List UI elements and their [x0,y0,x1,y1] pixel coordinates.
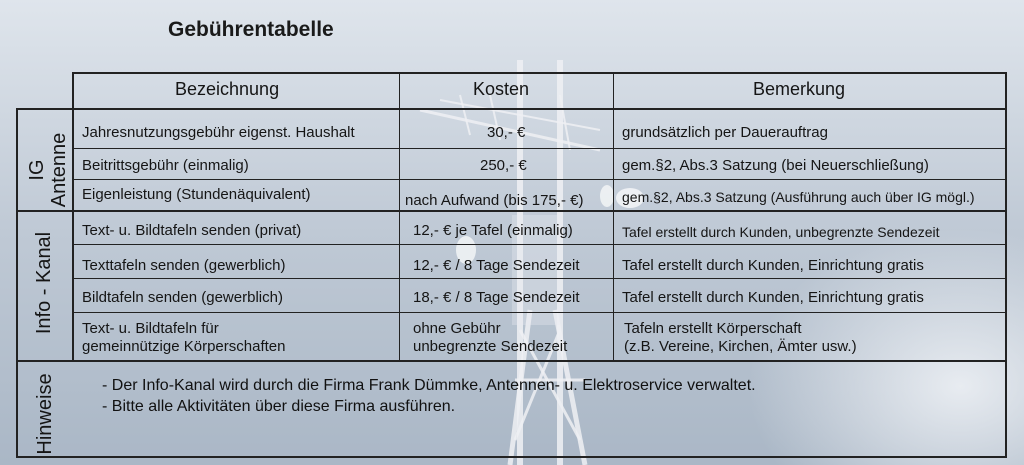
note-line-1: - Der Info-Kanal wird durch die Firma Frank Dümmke, Antennen- u. Elektroservice verwaltet. [102,377,756,394]
row-1-kosten: 30,- € [487,124,526,141]
header-bemerkung: Bemerkung [753,79,846,99]
row-5-bemerkung: Tafel erstellt durch Kunden, Einrichtung gratis [622,257,924,274]
row-3-kosten: nach Aufwand (bis 175,- €) [405,192,584,209]
group-label-info-kanal: Info - Kanal [33,231,55,335]
row-3-bezeichnung: Eigenleistung (Stundenäquivalent) [82,186,311,203]
row-2-kosten: 250,- € [480,157,527,174]
row-1-bezeichnung: Jahresnutzungsgebühr eigenst. Haushalt [82,124,355,141]
page-title: Gebührentabelle [168,18,334,41]
row-7-bezeichnung-line-2: gemeinnützige Körperschaften [82,338,286,355]
row-3-bemerkung: gem.§2, Abs.3 Satzung (Ausführung auch über IG mögl.) [622,189,975,205]
row-4-kosten: 12,- € je Tafel (einmalig) [413,222,573,239]
row-7-bemerkung-line-2: (z.B. Vereine, Kirchen, Ämter usw.) [624,338,857,355]
note-line-2: - Bitte alle Aktivitäten über diese Firma ausführen. [102,398,456,415]
row-7-kosten-line-1: ohne Gebühr [413,320,501,337]
row-7-kosten-line-2: unbegrenzte Sendezeit [413,338,568,355]
hinweise-notes [102,375,756,417]
row-5-kosten: 12,- € / 8 Tage Sendezeit [413,257,580,274]
header-kosten: Kosten [473,79,530,99]
group-label-hinweise: Hinweise [34,373,56,455]
row-2-bezeichnung: Beitrittsgebühr (einmalig) [82,157,249,174]
group-label-ig-antenne: IG Antenne [26,132,70,208]
row-6-kosten: 18,- € / 8 Tage Sendezeit [413,289,580,306]
row-4-bemerkung: Tafel erstellt durch Kunden, unbegrenzte Sendezeit [622,224,940,240]
row-6-bemerkung: Tafel erstellt durch Kunden, Einrichtung gratis [622,289,924,306]
row-6-bezeichnung: Bildtafeln senden (gewerblich) [82,289,283,306]
row-5-bezeichnung: Texttafeln senden (gewerblich) [82,257,286,274]
header-bezeichnung: Bezeichnung [175,79,280,99]
row-1-bemerkung: grundsätzlich per Dauerauftrag [622,124,828,141]
row-4-bezeichnung: Text- u. Bildtafeln senden (privat) [82,222,302,239]
row-2-bemerkung: gem.§2, Abs.3 Satzung (bei Neuerschließung) [622,157,929,174]
row-7-bezeichnung-line-1: Text- u. Bildtafeln für [82,320,219,337]
row-7-bemerkung-line-1: Tafeln erstellt Körperschaft [624,320,802,337]
